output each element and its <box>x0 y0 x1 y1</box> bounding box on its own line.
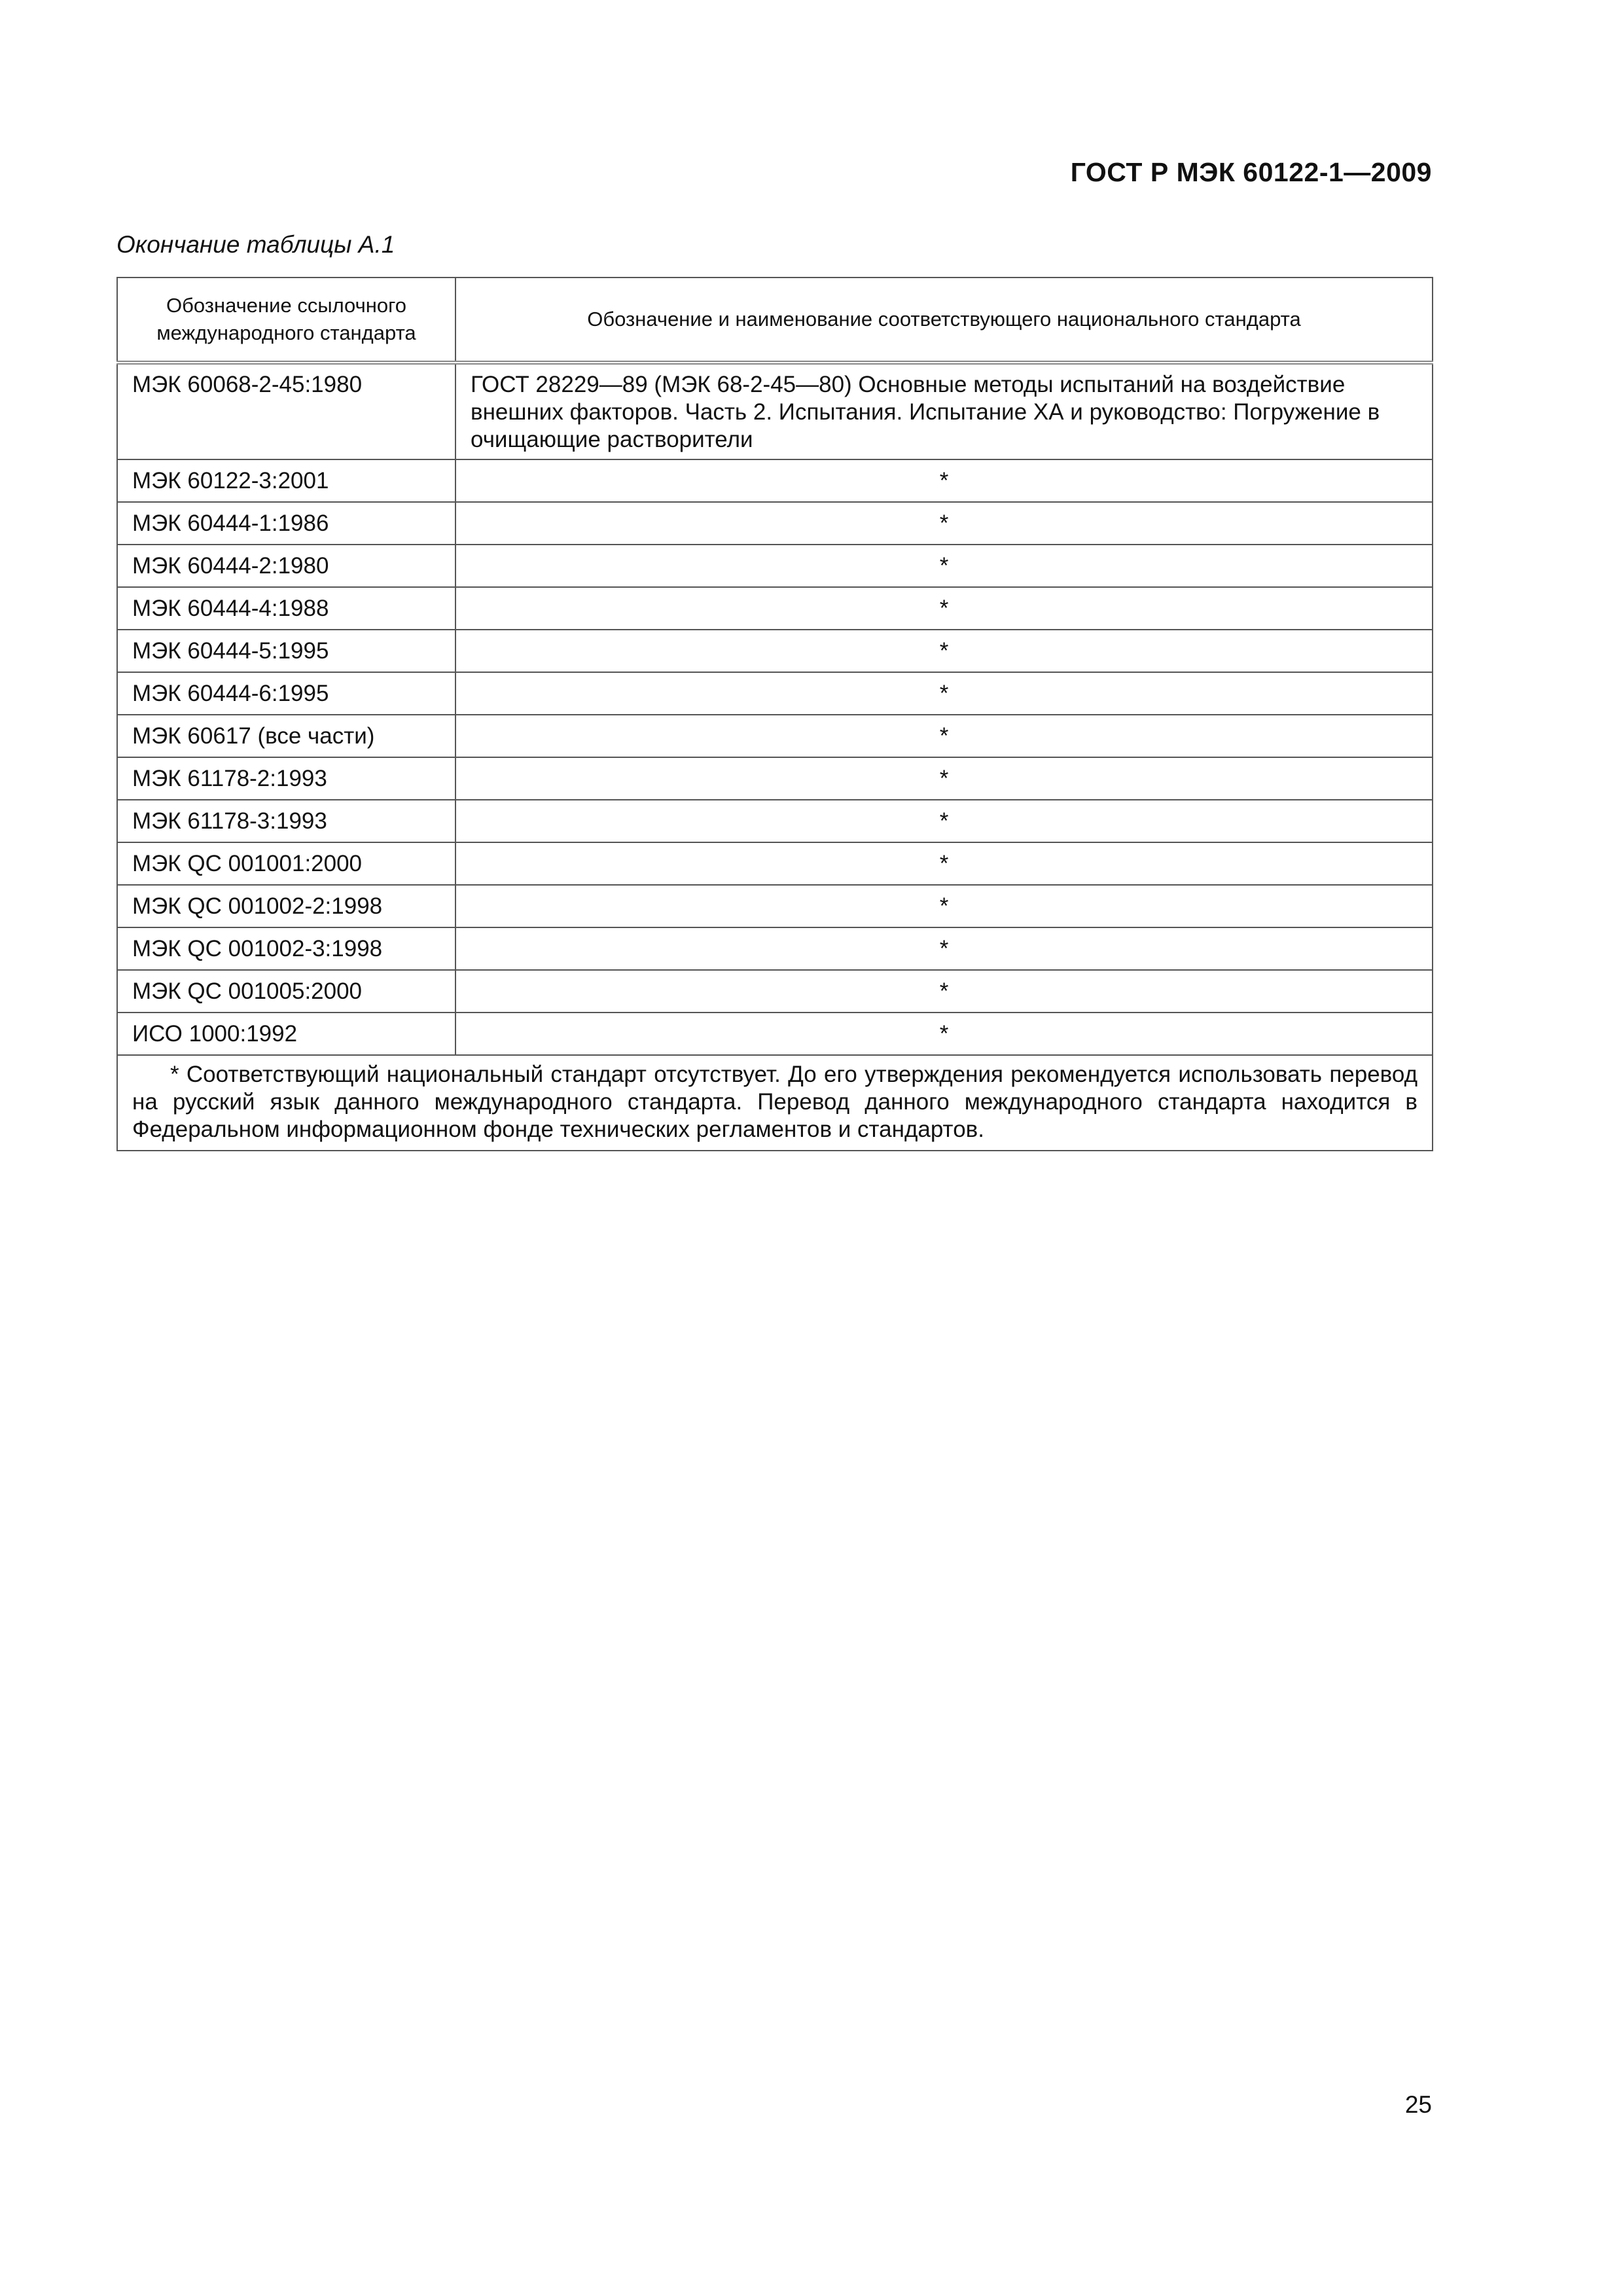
table-row <box>117 672 1433 715</box>
national-standard-cell: * <box>455 715 1433 757</box>
reference-standard-cell: МЭК 60617 (все части) <box>117 715 455 757</box>
national-standard-cell: * <box>455 757 1433 800</box>
table-row <box>117 842 1433 885</box>
national-standard-cell: * <box>455 459 1433 502</box>
table-footnote-row <box>117 1055 1433 1151</box>
reference-standard-cell: МЭК 60444-1:1986 <box>117 502 455 545</box>
table-row <box>117 800 1433 842</box>
reference-standard-cell: МЭК 61178-3:1993 <box>117 800 455 842</box>
table-footnote: * Соответствующий национальный стандарт отсутствует. До его утверждения рекомендуется использовать перевод на русский язык данного международного стандарта. Перевод данного международного стандарта находится в Федеральном информационном фонде технических регламентов и стандартов. <box>117 1055 1433 1151</box>
table-row <box>117 927 1433 970</box>
standards-table <box>116 277 1433 1151</box>
table-row <box>117 885 1433 927</box>
table-row <box>117 715 1433 757</box>
reference-standard-cell: МЭК 60068-2-45:1980 <box>117 363 455 459</box>
reference-standard-cell: МЭК 60122-3:2001 <box>117 459 455 502</box>
reference-standard-cell: МЭК QC 001005:2000 <box>117 970 455 1013</box>
table-row <box>117 757 1433 800</box>
table-row <box>117 1013 1433 1055</box>
national-standard-cell: * <box>455 1013 1433 1055</box>
column-header-reference: Обозначение ссылочного международного стандарта <box>117 278 455 363</box>
column-header-national: Обозначение и наименование соответствующего национального стандарта <box>455 278 1433 363</box>
reference-standard-cell: МЭК 61178-2:1993 <box>117 757 455 800</box>
table-row <box>117 587 1433 630</box>
national-standard-cell: ГОСТ 28229—89 (МЭК 68-2-45—80) Основные методы испытаний на воздействие внешних факторов. Часть 2. Испытания. Испытание ХА и руководство: Погружение в очищающие растворители <box>455 363 1433 459</box>
national-standard-cell: * <box>455 587 1433 630</box>
page-number: 25 <box>1404 2091 1432 2118</box>
document-designation: ГОСТ Р МЭК 60122-1—2009 <box>1070 157 1432 187</box>
national-standard-cell: * <box>455 545 1433 587</box>
national-standard-cell: * <box>455 927 1433 970</box>
national-standard-cell: * <box>455 502 1433 545</box>
table-row <box>117 363 1433 459</box>
reference-standard-cell: МЭК 60444-4:1988 <box>117 587 455 630</box>
reference-standard-cell: МЭК 60444-5:1995 <box>117 630 455 672</box>
table-row <box>117 502 1433 545</box>
table-caption: Окончание таблицы А.1 <box>116 231 395 258</box>
table-header-row <box>117 278 1433 363</box>
table-row <box>117 459 1433 502</box>
national-standard-cell: * <box>455 672 1433 715</box>
national-standard-cell: * <box>455 885 1433 927</box>
reference-standard-cell: МЭК QC 001002-3:1998 <box>117 927 455 970</box>
reference-standard-cell: МЭК 60444-6:1995 <box>117 672 455 715</box>
table-row <box>117 545 1433 587</box>
national-standard-cell: * <box>455 630 1433 672</box>
national-standard-cell: * <box>455 970 1433 1013</box>
table-row <box>117 630 1433 672</box>
reference-standard-cell: МЭК 60444-2:1980 <box>117 545 455 587</box>
reference-standard-cell: ИСО 1000:1992 <box>117 1013 455 1055</box>
table-row <box>117 970 1433 1013</box>
national-standard-cell: * <box>455 842 1433 885</box>
reference-standard-cell: МЭК QC 001001:2000 <box>117 842 455 885</box>
national-standard-cell: * <box>455 800 1433 842</box>
reference-standard-cell: МЭК QC 001002-2:1998 <box>117 885 455 927</box>
